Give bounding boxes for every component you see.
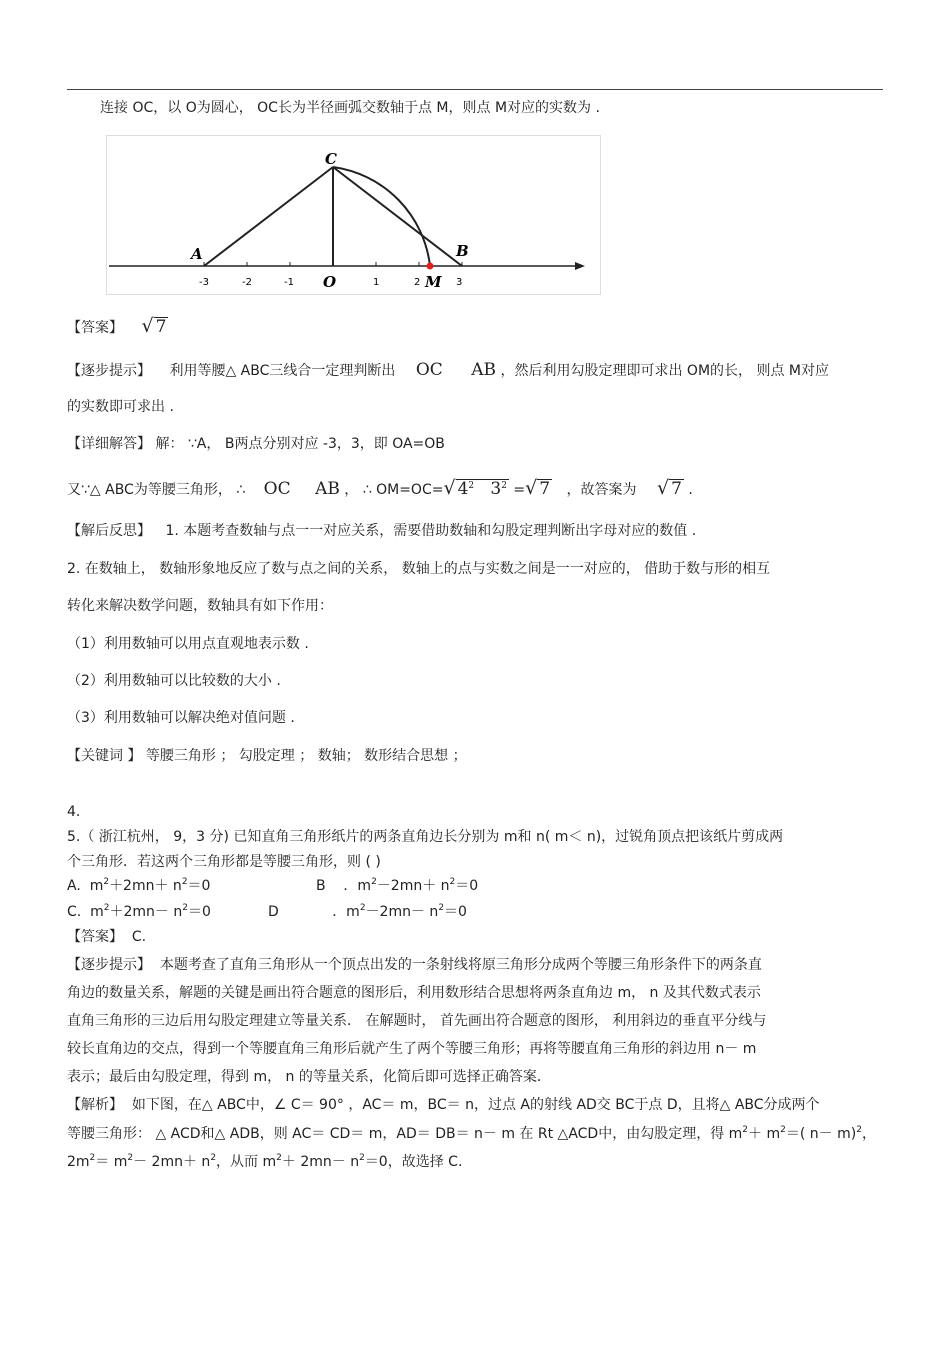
- keywords-row: 【关键词 】 等腰三角形 ； 勾股定理 ； 数轴； 数形结合思想 ；: [67, 748, 467, 764]
- header-rule: [67, 89, 883, 90]
- q5-analysis-line: 等腰三角形： △ ACD和△ ADB，则 AC＝ CD＝ m，AD＝ DB＝ n－ m 在 Rt △ACD中，由勾股定理，得 $m^2+ m^2=$( n－ m)$^2$，: [67, 1125, 876, 1142]
- detail-label: 【详细解答】: [67, 436, 151, 452]
- tick-label: -2: [242, 277, 252, 288]
- q5-hint-row: 【逐步提示】 本题考查了直角三角形从一个顶点出发的一条射线将原三角形分成两个等腰三角形条件下的两条直: [67, 957, 762, 973]
- option-d: D ．$m^2-2mn- n^2=0$: [268, 903, 467, 920]
- label-b: B: [456, 242, 469, 260]
- hint-row: 【逐步提示】 利用等腰△ ABC三线合一定理判断出 OC AB ，然后利用勾股定理即可求出 OM的长， 则点 M对应: [67, 360, 830, 380]
- arc-oc: [333, 167, 430, 266]
- label-a: A: [191, 245, 203, 263]
- q5-hint-line: 较长直角边的交点，得到一个等腰直角三角形后就产生了两个等腰三角形；再将等腰直角三角形的斜边用 n－ m: [67, 1041, 757, 1057]
- q5-analysis-label: 【解析】: [67, 1097, 123, 1113]
- q5-hint-line: 直角三角形的三边后用勾股定理建立等量关系． 在解题时， 首先画出符合题意的图形， 利用斜边的垂直平分线与: [67, 1013, 767, 1029]
- tick-label: -3: [199, 277, 209, 288]
- axis-arrow: [575, 262, 585, 270]
- segment-cb: [333, 167, 462, 266]
- q5-answer-label: 【答案】: [67, 929, 123, 945]
- q5-analysis-row: 【解析】 如下图，在△ ABC中，∠ C＝ 90° ，AC＝ m，BC＝ n，过点 A的射线 AD交 BC于点 D，且将△ ABC分成两个: [67, 1097, 820, 1113]
- reflection-item: （2）利用数轴可以比较数的大小 .: [67, 673, 281, 689]
- label-m: M: [425, 273, 442, 291]
- q5-hint-line: 表示；最后由勾股定理，得到 m， n 的等量关系，化简后即可选择正确答案．: [67, 1069, 551, 1085]
- keywords-label: 【关键词 】: [67, 748, 142, 764]
- number-line-figure: [106, 135, 601, 295]
- q5-answer-value: C.: [131, 929, 147, 945]
- reflection-row: 【解后反思】 1. 本题考查数轴与点一一对应关系，需要借助数轴和勾股定理判断出字母对应的数值 .: [67, 523, 697, 539]
- point-m-marker: [427, 263, 434, 270]
- answer-label: 【答案】: [67, 320, 123, 336]
- reflection-item: （3）利用数轴可以解决绝对值问题 .: [67, 710, 295, 726]
- segment-ac: [204, 167, 333, 266]
- q5-analysis-line: $2m^2= m^2- 2mn+ n^2$，从而 $m^2+ 2mn- n^2=0$，故选择 C.: [67, 1153, 463, 1170]
- q5-hint-line: 角边的数量关系，解题的关键是画出符合题意的图形后，利用数形结合思想将两条直角边 m， n 及其代数式表示: [67, 985, 761, 1001]
- q5-stem: 5.（ 浙江杭州， 9，3 分) 已知直角三角形纸片的两条直角边长分别为 m和 n( m＜ n)，过锐角顶点把该纸片剪成两: [67, 829, 784, 845]
- q5-stem-cont: 个三角形．若这两个三角形都是等腰三角形，则 ( ): [67, 854, 381, 870]
- intro-text: 连接 OC，以 O为圆心， OC长为半径画弧交数轴于点 M，则点 M对应的实数为 .: [100, 100, 600, 116]
- q5-hint-label: 【逐步提示】: [67, 957, 151, 973]
- label-c: C: [325, 150, 337, 168]
- tick-label: 2: [414, 277, 421, 288]
- reflection-label: 【解后反思】: [67, 523, 151, 539]
- option-b: B ．$m^2-2mn+ n^2=0$: [316, 877, 479, 894]
- reflection-item: （1）利用数轴可以用点直观地表示数 .: [67, 636, 309, 652]
- tick-label: 3: [456, 277, 463, 288]
- sqrt-expression: √ $4^2$ $3^2$: [443, 477, 507, 499]
- option-c: C. $m^2+2mn- n^2=0$: [67, 903, 211, 920]
- label-o: O: [323, 273, 337, 291]
- question-4-number: 4.: [67, 804, 81, 820]
- hint-row-cont: 的实数即可求出 .: [67, 399, 174, 415]
- hint-label: 【逐步提示】: [67, 363, 151, 379]
- answer-row: [67, 317, 168, 338]
- reflection-text-2: 2. 在数轴上， 数轴形象地反应了数与点之间的关系， 数轴上的点与实数之间是一一对应的， 借助于数与形的相互: [67, 561, 771, 577]
- reflection-text-3: 转化来解决数学问题，数轴具有如下作用：: [67, 598, 333, 614]
- tick-label: 1: [373, 277, 380, 288]
- q5-answer-row: [67, 927, 146, 947]
- option-a: A. $m^2+2mn+ n^2=0$: [67, 877, 211, 894]
- detail-row: 【详细解答】 解： ∵A， B两点分别对应 -3，3，即 OA=OB: [67, 436, 445, 452]
- answer-sqrt: √ 7: [141, 315, 167, 337]
- tick-label: -1: [284, 277, 294, 288]
- detail-row-2: 又∵△ ABC为等腰三角形， ∴ OC AB ， ∴ OM=OC= √ $4^2$ $3^2$ = √ 7 ，故答案为 √ 7 .: [67, 477, 693, 499]
